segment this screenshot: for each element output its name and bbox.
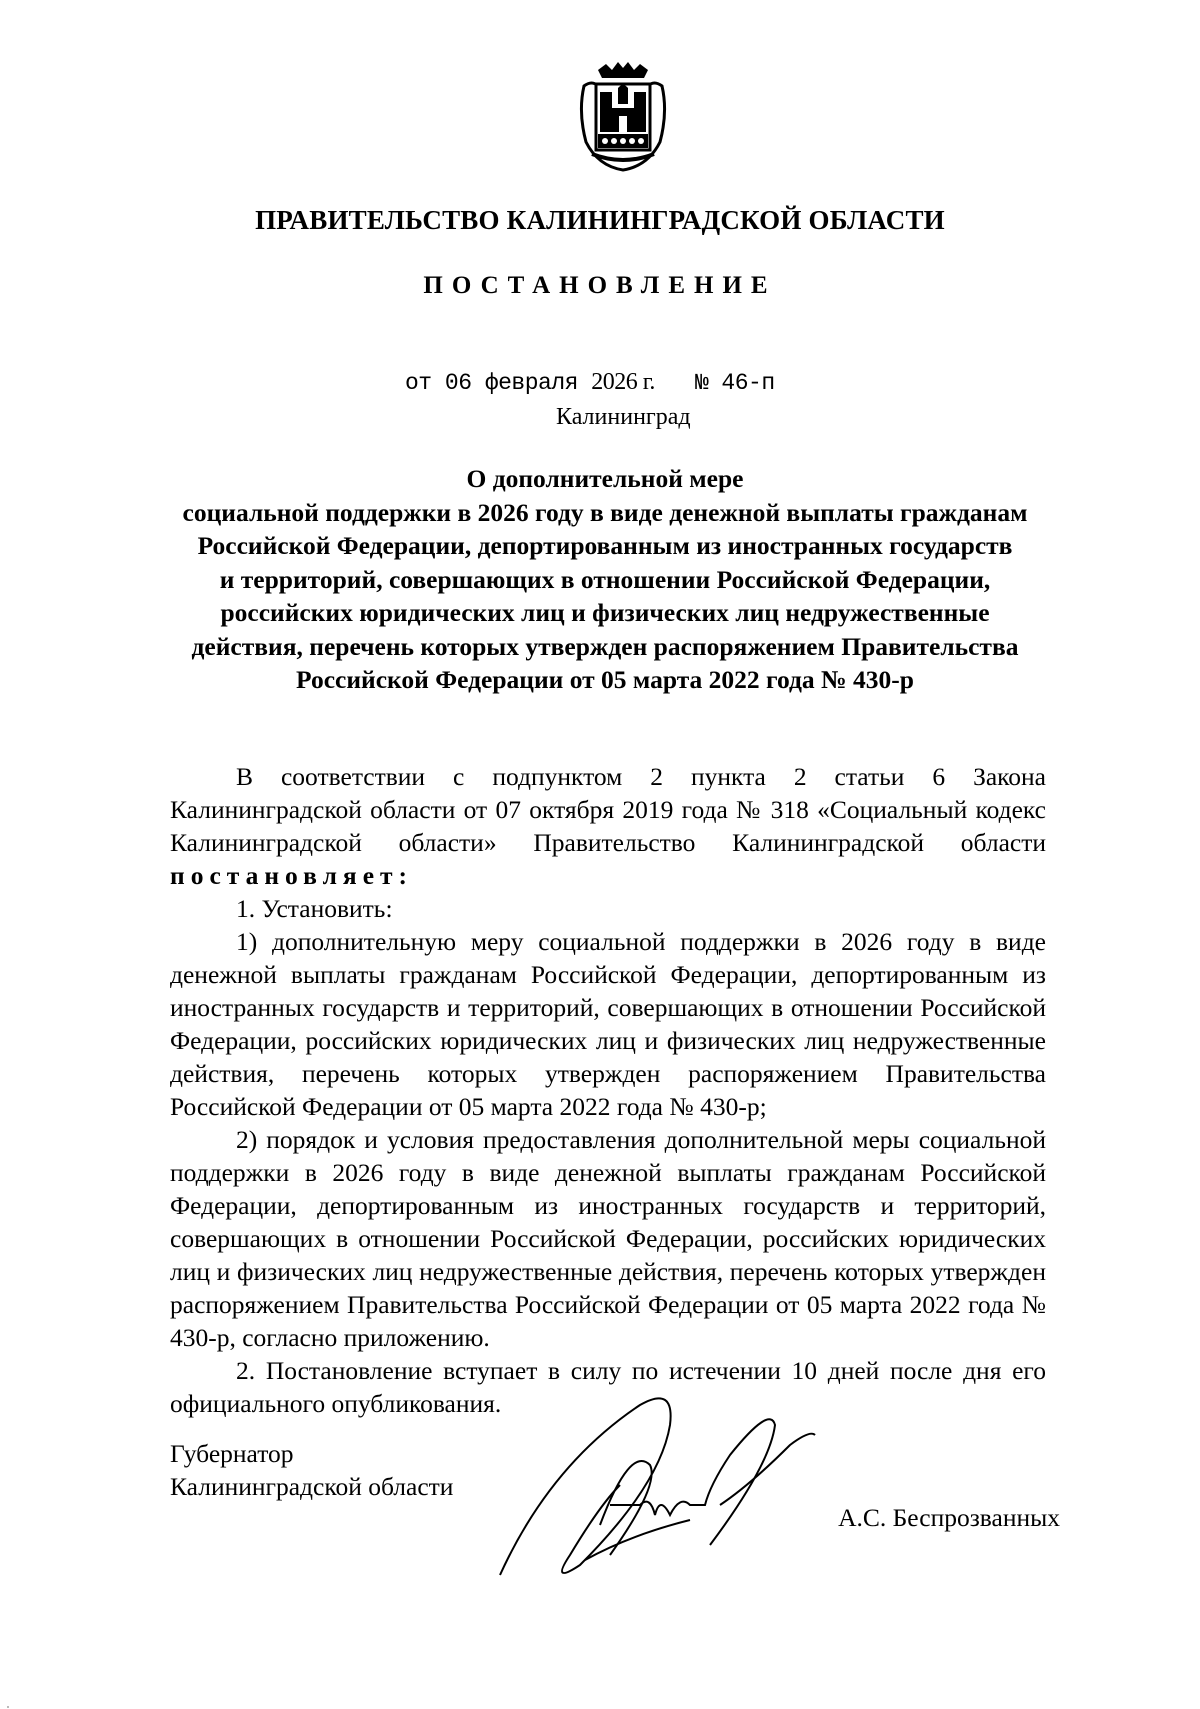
date: от 06 февраля [405, 370, 578, 396]
item-1: 1. Установить: [236, 894, 393, 923]
document-number: № 46-п [694, 370, 775, 396]
city: Калининград [556, 404, 691, 430]
signatory-title [170, 1437, 453, 1503]
document-subject [150, 462, 1060, 697]
signatory-region: Калининградской области [170, 1472, 454, 1501]
subject-line: О дополнительной мере [466, 464, 744, 493]
resolves-word: постановляет: [170, 861, 414, 890]
coat-of-arms-icon [578, 62, 668, 172]
preamble-text: В соответствии с подпунктом 2 пункта 2 статьи 6 Закона Калининградской области от 07 октября 2019 года № 318 «Социальный кодекс Калининградской области» Правительство Калининградской области [170, 762, 1046, 857]
handwritten-signature-icon [490, 1385, 910, 1585]
subject-line: действия, перечень которых утвержден распоряжением Правительства [191, 631, 1019, 661]
subject-line: и территорий, совершающих в отношении Российской Федерации, [219, 564, 991, 594]
subject-line: Российской Федерации, депортированным из иностранных государств [197, 531, 1013, 560]
year: 2026 г. [591, 369, 655, 395]
signatory-position: Губернатор [170, 1439, 294, 1468]
date-line [405, 369, 775, 396]
preamble-paragraph [170, 760, 1046, 892]
scan-artifact [7, 1706, 9, 1708]
subject-line: российских юридических лиц и физических лиц недружественные [220, 598, 990, 627]
item-2: 2. Постановление вступает в силу по истечении 10 дней после дня его официального опубликования. [170, 1356, 1046, 1418]
item-1-2: 2) порядок и условия предоставления дополнительной меры социальной поддержки в 2026 году в виде денежной выплаты гражданам Российской Федерации, депортированным из иностранных государств и территорий, совершающих в отношении Российской Федерации, российских юридических лиц и физических лиц недружественные действия, перечень которых утвержден распоряжением Правительства Российской Федерации от 05 марта 2022 года № 430-р, согласно приложению. [170, 1125, 1046, 1352]
document-type: ПОСТАНОВЛЕНИЕ [423, 272, 777, 299]
subject-line: Российской Федерации от 05 марта 2022 года № 430-р [296, 665, 914, 694]
document-body [170, 760, 1046, 1420]
government-title: ПРАВИТЕЛЬСТВО КАЛИНИНГРАДСКОЙ ОБЛАСТИ [255, 205, 945, 235]
signatory-name: А.С. Беспрозванных [838, 1503, 1060, 1532]
subject-line: социальной поддержки в 2026 году в виде денежной выплаты гражданам [182, 497, 1028, 527]
item-1-1: 1) дополнительную меру социальной поддержки в 2026 году в виде денежной выплаты гражданам Российской Федерации, депортированным из иностранных государств и территорий, совершающих в отношении Российской Федерации, российских юридических лиц и физических лиц недружественные действия, перечень которых утвержден распоряжением Правительства Российской Федерации от 05 марта 2022 года № 430-р; [170, 927, 1046, 1121]
